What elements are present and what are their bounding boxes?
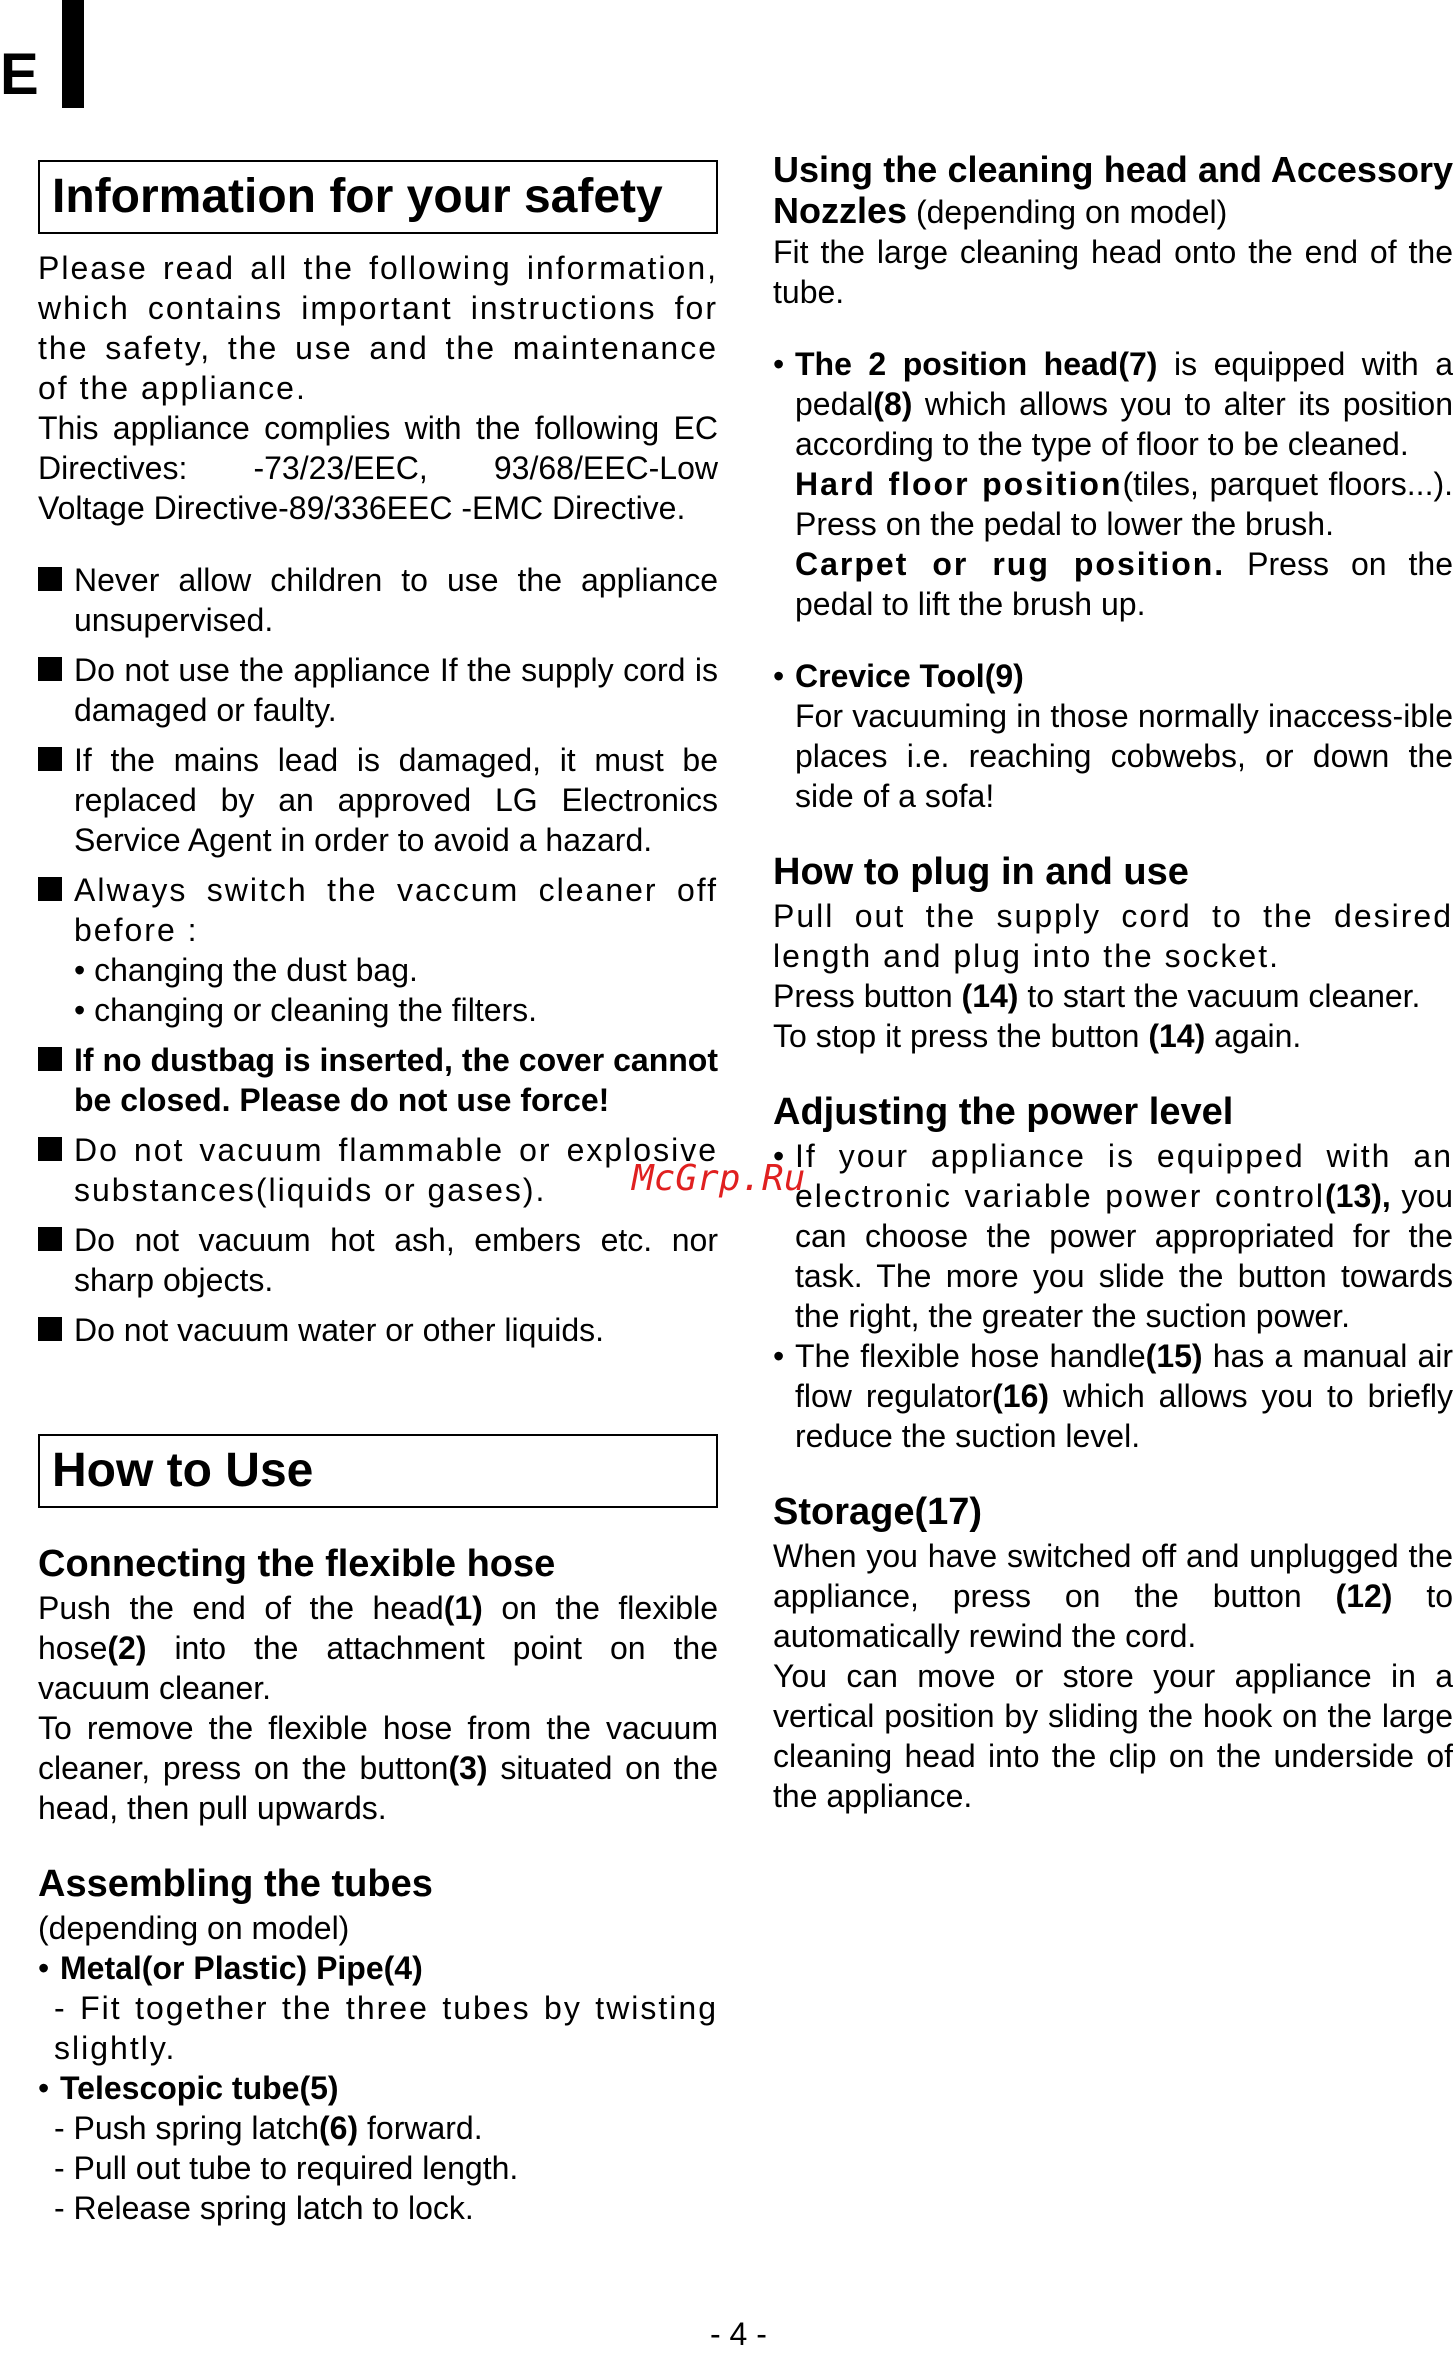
metal-step: - Fit together the three tubes by twisting slightly. [54,1990,718,2066]
item-text: Do not use the appliance If the supply cord is damaged or faulty. [74,652,718,728]
sub-item: • changing the dust bag. [74,952,418,988]
list-item [38,1310,718,1350]
how-to-use-title: How to Use [38,1434,718,1508]
safety-compliance: This appliance complies with the following EC Directives: -73/23/EEC, 93/68/EEC-Low Voltage Directive-89/336EEC -EMC Directive. [38,410,718,526]
list-item [38,560,718,640]
safety-title: Information for your safety [38,160,718,234]
safety-list [38,560,718,1350]
page-number: - 4 - [710,2316,767,2352]
sub-item: • changing or cleaning the filters. [74,992,538,1028]
language-tag: E [0,42,39,107]
assembling-list [38,1948,718,1988]
storage-p2: You can move or store your appliance in a vertical position by sliding the hook on the large cleaning head into the clip on the underside of the appliance. [773,1658,1453,1814]
assembling-heading: Assembling the tubes [38,1863,433,1905]
power-heading: Adjusting the power level [773,1091,1234,1133]
list-item: • The 2 position head(7) is equipped with a pedal(8) which allows you to alter its position according to the type of floor to be cleaned. Hard floor position(tiles, parquet floors...). Press on the pedal to lower the brush. Carpet or rug position. Press on the pedal to lift the brush up. [773,344,1453,624]
connecting-p2: To remove the flexible hose from the vacuum cleaner, press on the button(3) situated on the head, then pull upwards. [38,1710,718,1826]
telescopic-list [38,2068,718,2108]
left-column [38,150,718,2228]
item-text-bold: If no dustbag is inserted, the cover cannot be closed. Please do not use force! [74,1042,718,1118]
tele-step-3: - Release spring latch to lock. [54,2190,474,2226]
list-item: • Crevice Tool(9) For vacuuming in those normally inaccess-ible places i.e. reaching cobwebs, or down the side of a sofa! [773,656,1453,816]
crevice-list [773,656,1453,816]
list-item [38,1220,718,1300]
list-item: • The flexible hose handle(15) has a manual air flow regulator(16) which allows you to briefly reduce the suction level. [773,1336,1453,1456]
list-item [38,1040,718,1120]
item-text: Always switch the vaccum cleaner off before : [74,872,718,948]
plug-in-heading: How to plug in and use [773,851,1189,893]
right-column [773,150,1453,1816]
hard-floor-text: Hard floor position(tiles, parquet floors...). Press on the pedal to lower the brush. [795,466,1453,542]
cleaning-head-heading: Using the cleaning head and Accessory Nozzles (depending on model) [773,149,1453,231]
item-text: Do not vacuum flammable or explosive substances(liquids or gases). [74,1132,718,1208]
list-item [38,1130,718,1210]
plug-in-p2: Press button (14) to start the vacuum cleaner. [773,978,1421,1014]
list-item [38,740,718,860]
plug-in-p3: To stop it press the button (14) again. [773,1018,1302,1054]
tele-step-1: - Push spring latch(6) forward. [54,2110,483,2146]
crevice-text: For vacuuming in those normally inaccess-ible places i.e. reaching cobwebs, or down the side of a sofa! [795,698,1453,814]
carpet-text: Carpet or rug position. Press on the pedal to lift the brush up. [795,546,1453,622]
cleaning-head-intro: Fit the large cleaning head onto the end of the tube. [773,234,1453,310]
watermark: McGrp.Ru [632,1158,806,1199]
item-text: If the mains lead is damaged, it must be replaced by an approved LG Electronics Service Agent in order to avoid a hazard. [74,742,718,858]
list-item [38,650,718,730]
assembling-note: (depending on model) [38,1910,350,1946]
cleaning-head-list [773,344,1453,624]
power-list [773,1136,1453,1456]
connecting-p1: Push the end of the head(1) on the flexible hose(2) into the attachment point on the vacuum cleaner. [38,1590,719,1706]
item-text: Never allow children to use the appliance unsupervised. [74,562,718,638]
list-item: • Telescopic tube(5) [38,2068,718,2108]
item-text: Do not vacuum water or other liquids. [74,1312,605,1348]
safety-intro: Please read all the following information, which contains important instructions for the safety, the use and the maintenance of the appliance. [38,250,718,406]
connecting-heading: Connecting the flexible hose [38,1543,556,1585]
plug-in-p1: Pull out the supply cord to the desired length and plug into the socket. [773,898,1453,974]
tele-step-2: - Pull out tube to required length. [54,2150,519,2186]
list-item: • If your appliance is equipped with an electronic variable power control(13), you can choose the power appropriated for the task. The more you slide the button towards the right, the greater the suction power. [773,1136,1453,1336]
storage-p1: When you have switched off and unplugged the appliance, press on the button (12) to automatically rewind the cord. [773,1538,1453,1654]
item-text: Do not vacuum hot ash, embers etc. nor sharp objects. [74,1222,718,1298]
list-item [38,870,718,1030]
section-marker-bar [62,0,84,108]
list-item: • Metal(or Plastic) Pipe(4) [38,1948,718,1988]
storage-heading: Storage(17) [773,1491,983,1533]
